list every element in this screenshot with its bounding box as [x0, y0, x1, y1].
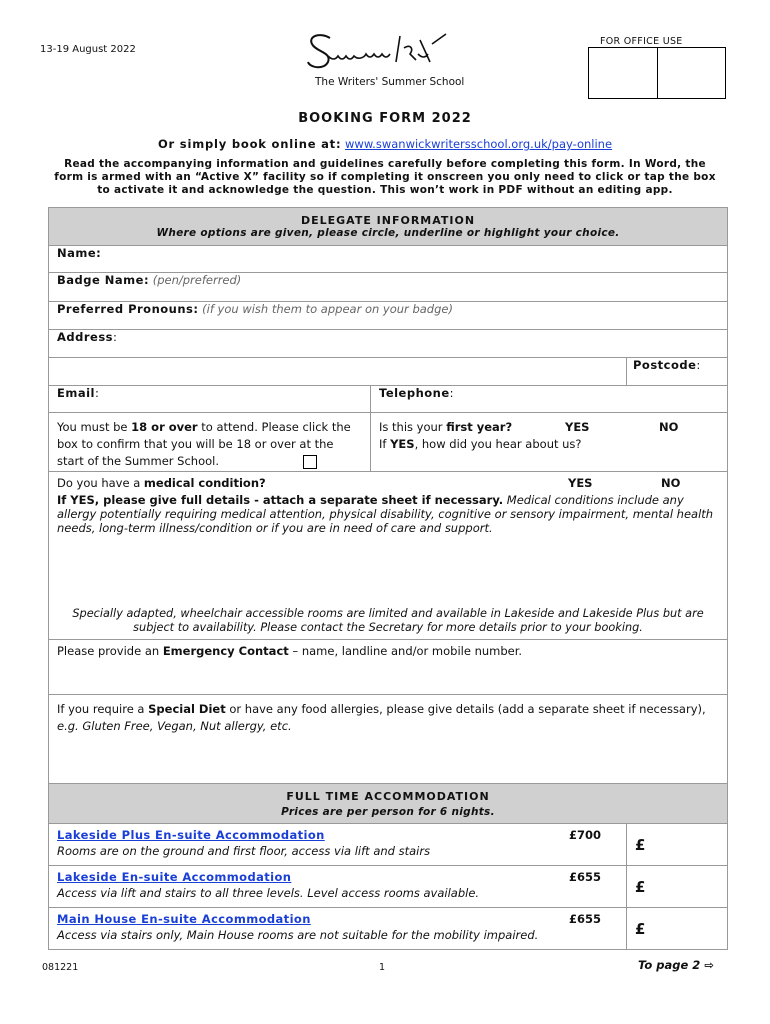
accommodation-option-price: £655	[569, 912, 602, 926]
accommodation-amount-field[interactable]	[627, 824, 728, 866]
address-field[interactable]: Address:	[49, 330, 728, 358]
emergency-contact-field[interactable]	[49, 640, 728, 695]
address-label: Address	[57, 330, 114, 344]
accommodation-section-header	[49, 784, 728, 824]
age-text-bold: 18 or over	[131, 420, 198, 434]
accommodation-option-desc: Access via lift and stairs to all three levels. Level access rooms available.	[57, 886, 480, 900]
pronouns-hint: (if you wish them to appear on your badge)	[202, 302, 453, 316]
accommodation-option-link[interactable]: Main House En-suite Accommodation	[57, 912, 311, 926]
medical-question	[57, 476, 719, 490]
medical-pre: Do you have a	[57, 476, 141, 490]
first-year-question	[379, 419, 719, 436]
accommodation-section-subtitle: Prices are per person for 6 nights.	[281, 806, 495, 818]
pound-sign: £	[635, 877, 646, 896]
badge-name-field[interactable]	[49, 273, 728, 302]
next-page-link[interactable]: To page 2 ⇨	[638, 958, 714, 972]
form-title: BOOKING FORM 2022	[298, 111, 472, 126]
medical-details-bold: If YES, please give full details - attach a separate sheet if necessary.	[57, 493, 504, 507]
age-confirmation-cell	[49, 413, 371, 472]
accommodation-option-desc: Access via stairs only, Main House rooms are not suitable for the mobility impaired.	[57, 928, 539, 942]
office-use-label: FOR OFFICE USE	[600, 36, 683, 47]
event-dates: 13-19 August 2022	[40, 44, 136, 55]
online-booking-line	[0, 137, 770, 151]
medical-details	[57, 493, 719, 535]
accommodation-option-link[interactable]: Lakeside Plus En-suite Accommodation	[57, 828, 325, 842]
email-label: Email	[57, 386, 95, 400]
hear-pre: If	[379, 437, 387, 451]
first-year-yes[interactable]: YES	[565, 420, 590, 434]
accommodation-amount-field[interactable]	[627, 908, 728, 950]
accommodation-option-desc: Rooms are on the ground and first floor, access via lift and stairs	[57, 844, 431, 858]
hear-bold: YES	[390, 437, 415, 451]
address-line-2[interactable]	[49, 358, 627, 386]
accommodation-option-price: £700	[569, 828, 602, 842]
instructions: Read the accompanying information and guidelines carefully before completing this form. In Word, the form is armed with an “Active X” facility so if completing it onscreen you only need to click or tap the box to activate it and acknowledge the question. This won’t work in PDF without an editing app.	[54, 158, 716, 196]
diet-bold: Special Diet	[148, 702, 226, 716]
medical-details-italic: Medical conditions include any allergy potentially requiring medical attention, physical disability, cognitive or sensory impairment, mental health needs, long-term illness/condition or if you are in need of care and support.	[57, 493, 714, 535]
first-year-bold: first year?	[446, 420, 513, 434]
name-field[interactable]	[49, 246, 728, 273]
online-booking-link[interactable]: www.swanwickwritersschool.org.uk/pay-online	[345, 137, 613, 151]
hear-post: , how did you hear about us?	[414, 437, 582, 451]
booking-form-table	[48, 207, 728, 950]
office-use-divider	[657, 48, 658, 98]
diet-pre: If you require a	[57, 702, 145, 716]
accommodation-section-title: FULL TIME ACCOMMODATION	[286, 790, 490, 803]
badge-name-hint: (pen/preferred)	[152, 273, 242, 287]
accessible-rooms-note: Specially adapted, wheelchair accessible rooms are limited and available in Lakeside and Lakeside Plus but are subject to availability. Please contact the Secretary for more details prior to your booking.	[72, 607, 704, 634]
delegate-section-title: DELEGATE INFORMATION	[300, 214, 476, 227]
special-diet-field[interactable]	[49, 695, 728, 784]
postcode-field[interactable]: Postcode:	[627, 358, 728, 386]
medical-no[interactable]: NO	[661, 476, 681, 490]
accommodation-option	[49, 908, 627, 950]
email-field[interactable]: Email:	[49, 386, 371, 413]
diet-examples: e.g. Gluten Free, Vegan, Nut allergy, etc.	[57, 719, 292, 733]
age-text-pre: You must be	[57, 420, 128, 434]
first-year-pre: Is this your	[379, 420, 443, 434]
pronouns-label: Preferred Pronouns:	[57, 302, 199, 316]
emergency-post: – name, landline and/or mobile number.	[292, 644, 523, 658]
pound-sign: £	[635, 919, 646, 938]
emergency-bold: Emergency Contact	[162, 644, 289, 658]
hear-about-us	[379, 436, 719, 453]
first-year-no[interactable]: NO	[659, 420, 679, 434]
accommodation-option	[49, 824, 627, 866]
delegate-section-subtitle: Where options are given, please circle, underline or highlight your choice.	[156, 227, 620, 239]
diet-post: or have any food allergies, please give details (add a separate sheet if necessary),	[229, 702, 706, 716]
delegate-section-header	[49, 208, 728, 246]
pound-sign: £	[635, 835, 646, 854]
document-code: 081221	[42, 962, 79, 973]
postcode-label: Postcode	[633, 358, 697, 372]
page-number: 1	[379, 962, 386, 973]
medical-bold: medical condition?	[143, 476, 266, 490]
first-year-cell	[371, 413, 728, 472]
telephone-field[interactable]: Telephone:	[371, 386, 728, 413]
office-use-box	[588, 47, 726, 99]
age-confirm-checkbox[interactable]	[303, 455, 317, 469]
name-label: Name:	[57, 246, 102, 260]
accommodation-option-link[interactable]: Lakeside En-suite Accommodation	[57, 870, 292, 884]
logo-subtitle: The Writers' Summer School	[315, 76, 465, 88]
medical-cell[interactable]	[49, 472, 728, 640]
pronouns-field[interactable]	[49, 302, 728, 330]
telephone-label: Telephone	[379, 386, 450, 400]
age-text-post: to attend. Please click the box to confirm that you will be 18 or over at the start of the Summer School.	[57, 420, 351, 468]
accommodation-option-price: £655	[569, 870, 602, 884]
online-prefix: Or simply book online at:	[157, 137, 342, 151]
accommodation-amount-field[interactable]	[627, 866, 728, 908]
accommodation-option	[49, 866, 627, 908]
badge-name-label: Badge Name:	[57, 273, 150, 287]
medical-yes[interactable]: YES	[568, 476, 593, 490]
emergency-pre: Please provide an	[57, 644, 160, 658]
